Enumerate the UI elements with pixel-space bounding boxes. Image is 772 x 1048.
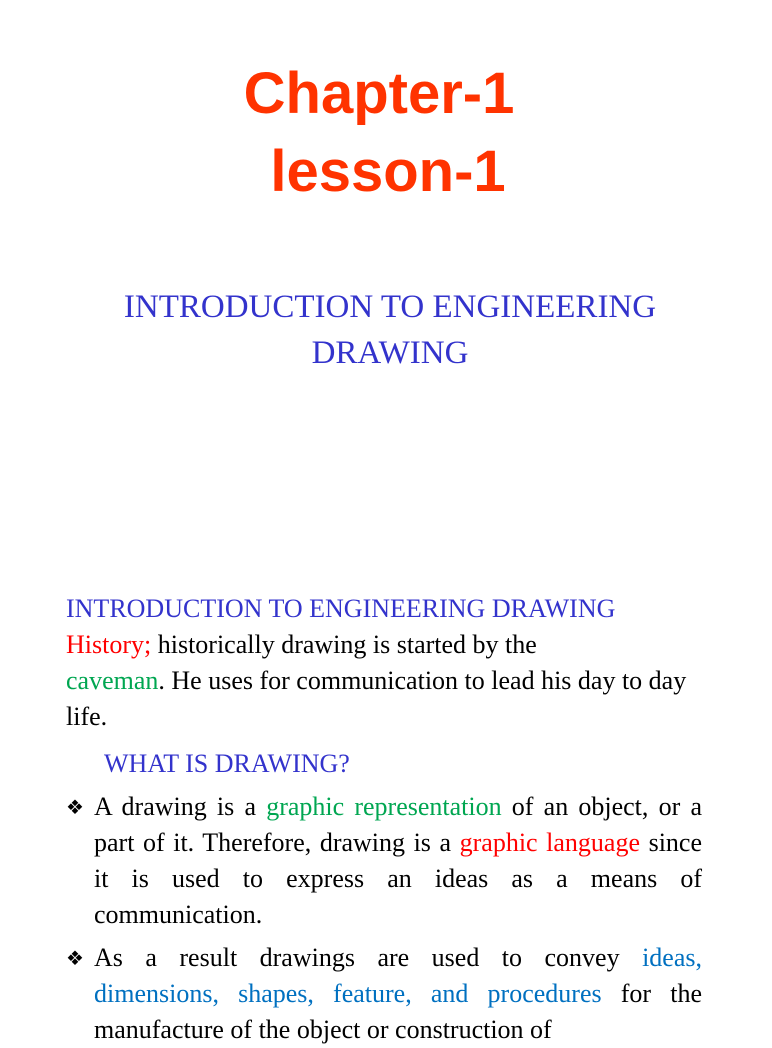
graphic-language-term: graphic language [459, 828, 641, 857]
bullet-text [94, 940, 702, 1048]
ideas-terms: ideas, dimensions, shapes, feature, and procedures [94, 943, 702, 1008]
bullet-part: A drawing is a [94, 792, 267, 821]
intro-heading: INTRODUCTION TO ENGINEERING DRAWING [66, 594, 616, 623]
section-heading: WHAT IS DRAWING? [104, 749, 350, 778]
subtitle-line-1: INTRODUCTION TO ENGINEERING [123, 289, 657, 325]
diamond-bullet-icon: ❖ [66, 946, 84, 970]
bullet-part: of an object, or a part of it. Therefore, drawing is a [94, 792, 702, 857]
chapter-title: Chapter-1 [243, 61, 515, 126]
bullet-part: for the manufacture of the object or construction of [94, 979, 702, 1044]
caveman-term: caveman [66, 666, 159, 695]
bullet-item [66, 940, 702, 1048]
intro-paragraph [66, 591, 706, 735]
bullet-item [66, 789, 702, 933]
graphic-representation-term: graphic representation [266, 792, 502, 821]
history-text: historically drawing is started by the [151, 630, 537, 659]
document-subtitle [60, 284, 720, 376]
bullet-part: since it is used to express an ideas as a means of communication. [94, 828, 703, 929]
history-label: History; [66, 630, 152, 659]
caveman-text: . He uses for communication to lead his day to day life. [66, 666, 687, 731]
lesson-title: lesson-1 [270, 139, 506, 204]
subtitle-line-2: DRAWING [311, 335, 469, 371]
diamond-bullet-icon: ❖ [66, 795, 84, 819]
bullet-text [94, 789, 702, 933]
bullet-part: As a result drawings are used to convey [94, 943, 643, 972]
